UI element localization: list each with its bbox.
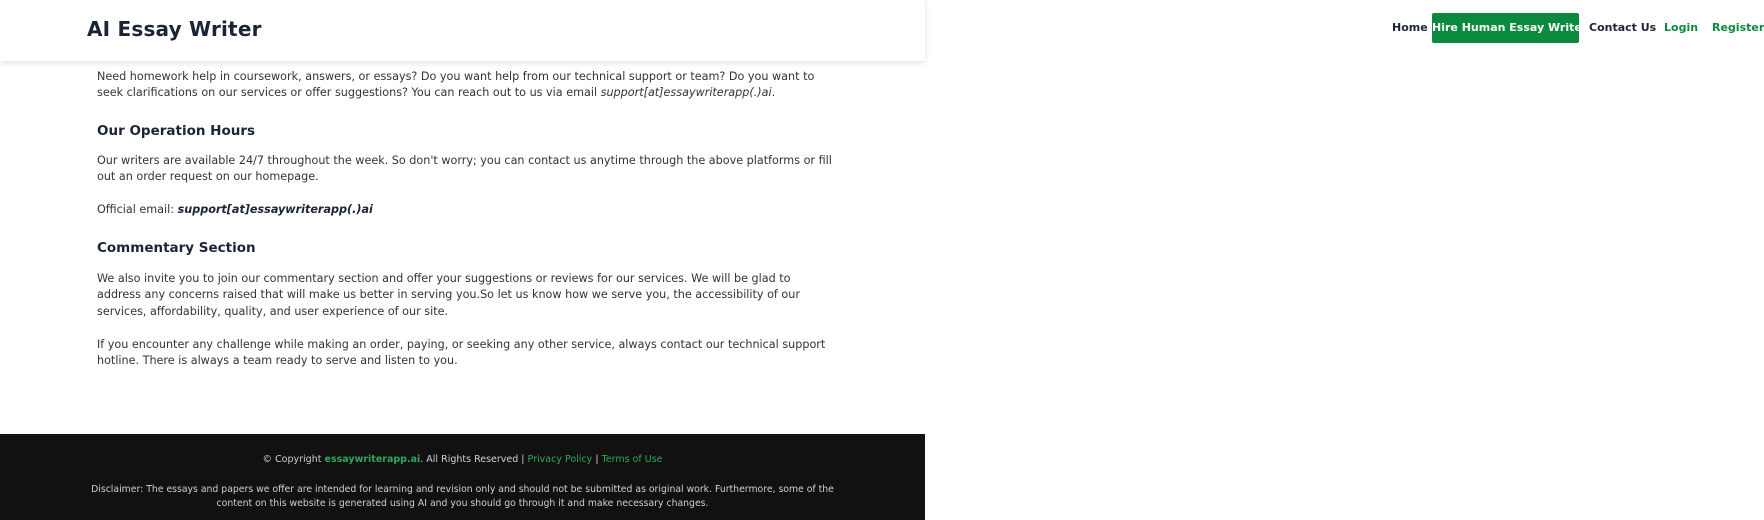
commentary-paragraph: We also invite you to join our commentary section and offer your suggestions or reviews for our services. We will be glad to address any concerns raised that will make us better in serving you.So let us know how we serve you, the accessibility of our services, affordability, quality, and user experience of our site. [97,272,800,318]
copyright-prefix: © Copyright [262,454,322,465]
nav-contact-link[interactable]: Contact Us [1589,21,1657,34]
register-link[interactable]: Register [1712,21,1764,34]
commentary-heading: Commentary Section [97,240,256,256]
rights-text: . All Rights Reserved | [420,454,525,465]
intro-paragraph [97,69,832,102]
copyright-line [0,454,925,465]
intro-end: . [771,86,776,100]
terms-of-use-link[interactable]: Terms of Use [601,454,663,465]
official-email-label: Official email: [97,203,175,216]
login-link[interactable]: Login [1664,21,1699,34]
intro-email: support[at]essaywriterapp(.)ai [600,86,772,100]
footer-disclaimer: Disclaimer: The essays and papers we offer are intended for learning and revision only and should not be submitted as original work. Furthermore, some of the content on this website is generated using AI and you should go through it and make necessary changes. [91,484,834,510]
site-logo[interactable]: AI Essay Writer [87,17,262,41]
privacy-policy-link[interactable]: Privacy Policy [527,454,593,465]
site-footer [0,434,925,520]
footer-separator: | [595,454,599,465]
footer-site-link[interactable]: essaywriterapp.ai [324,454,421,465]
operation-hours-paragraph: Our writers are available 24/7 throughout the week. So don't worry; you can contact us anytime through the above platforms or fill out an order request on our homepage. [97,154,832,184]
official-email-line [97,203,373,216]
official-email-value: support[at]essaywriterapp(.)ai [177,203,373,216]
challenge-paragraph: If you encounter any challenge while making an order, paying, or seeking any other service, always contact our technical support hotline. There is always a team ready to serve and listen to you. [97,338,826,368]
nav-home-link[interactable]: Home [1392,21,1428,34]
operation-hours-heading: Our Operation Hours [97,123,256,139]
hire-human-writer-button[interactable]: Hire Human Essay Writer [1432,13,1579,43]
intro-text: Need homework help in coursework, answers, or essays? Do you want help from our technical support or team? Do you want to seek clarifications on our services or offer suggestions? You can reach out to us via email [97,70,815,100]
site-header [0,0,1764,61]
